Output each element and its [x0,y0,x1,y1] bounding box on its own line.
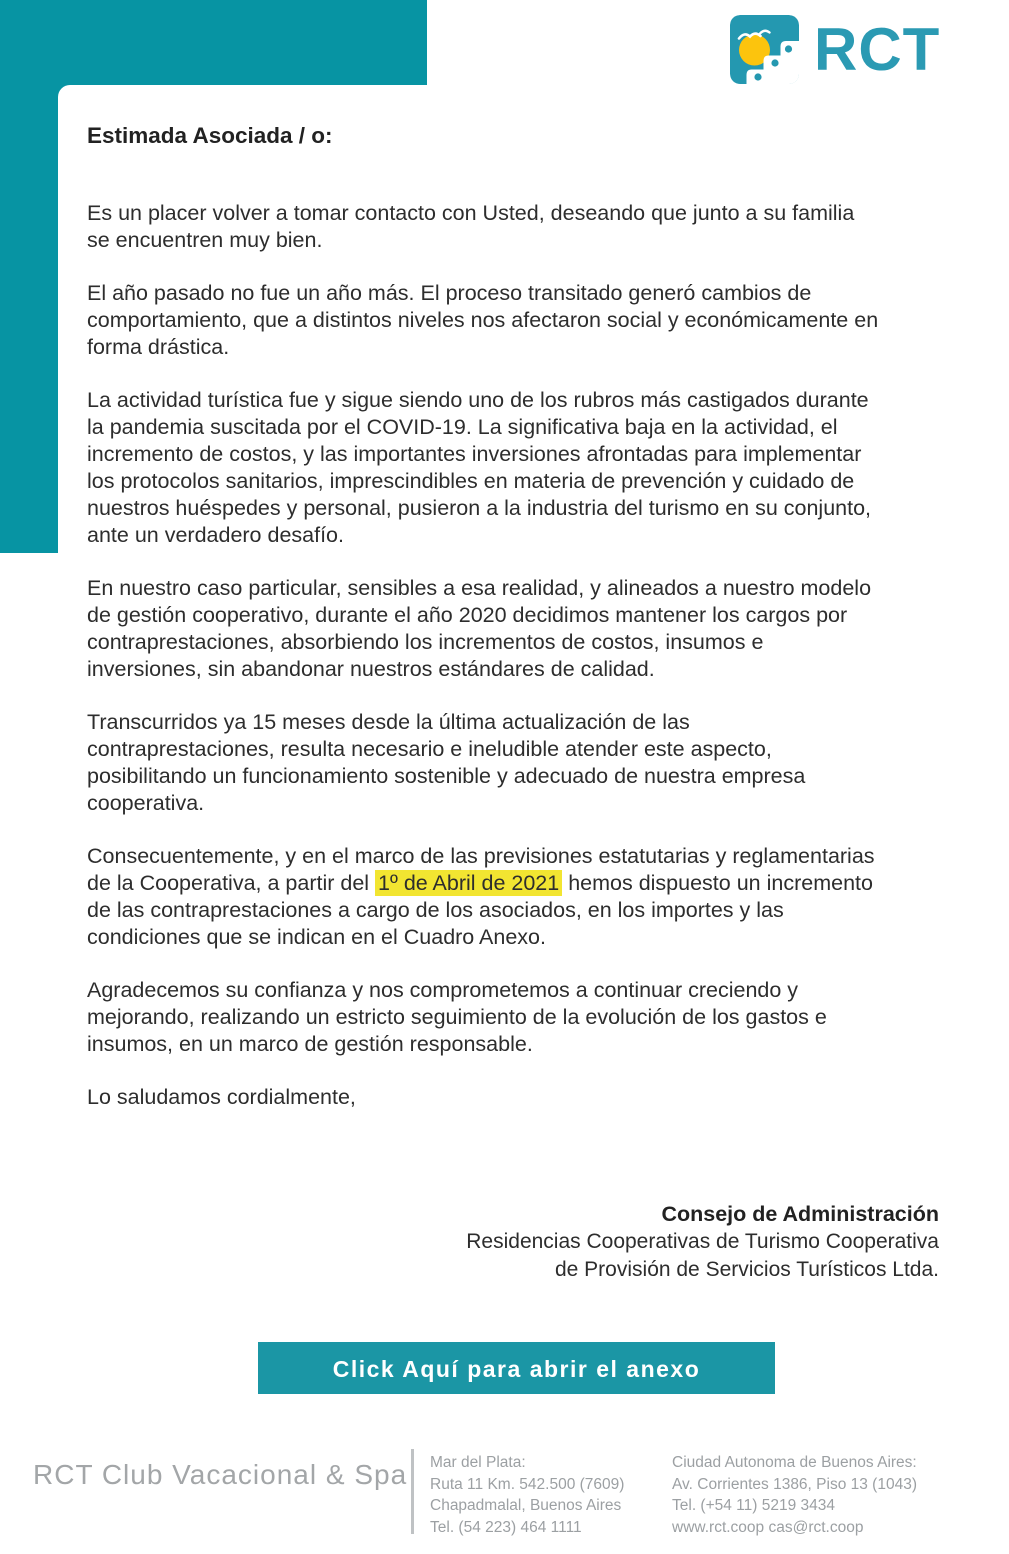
logo-wordmark: RCT [814,16,941,83]
signature-block [466,1200,939,1284]
letter-paragraph: En nuestro caso particular, sensibles a esa realidad, y alineados a nuestro modelo de gestión cooperativo, durante el año 2020 decidimos mantener los cargos por contraprestaciones, absorbiendo los incrementos de costos, insumos e inversiones, sin abandonar nuestros estándares de calidad. [87,576,872,681]
address-line: Av. Corrientes 1386, Piso 13 (1043) [672,1475,917,1493]
letter-body [87,122,879,1137]
letter-paragraph: Es un placer volver a tomar contacto con Usted, deseando que junto a su familia se encuentren muy bien. [87,201,855,252]
letter-paragraph-with-date [87,843,879,951]
letter-paragraph: Agradecemos su confianza y nos comprometemos a continuar creciendo y mejorando, realizando un estricto seguimiento de la evolución de los gastos e insumos, en un marco de gestión responsable. [87,978,827,1056]
phone-line: Tel. (54 223) 464 1111 [430,1518,582,1536]
address-line: Ruta 11 Km. 542.500 (7609) [430,1475,625,1493]
closing-line: Lo saludamos cordialmente, [87,1085,356,1109]
phone-line: Tel. (+54 11) 5219 3434 [672,1497,836,1514]
footer-location-buenos-aires [672,1452,917,1538]
letter-paragraph: Transcurridos ya 15 meses desde la última actualización de las contraprestaciones, resulta necesario e ineludible atender este aspecto, posibilitando un funcionamiento sostenible y adecuado de nuestra empresa cooperativa. [87,710,806,815]
address-line: Chapadmalal, Buenos Aires [430,1497,622,1514]
address-line: Ciudad Autonoma de Buenos Aires: [672,1454,917,1471]
open-annex-button[interactable]: Click Aquí para abrir el anexo [258,1342,775,1394]
rct-logo [730,15,940,84]
footer-brand-text: RCT Club Vacacional & Spa [33,1459,408,1490]
salutation: Estimada Asociada / o: [87,123,333,148]
address-line: Mar del Plata: [430,1454,526,1471]
rct-sun-steps-icon [730,15,799,84]
letter-paragraph: El año pasado no fue un año más. El proceso transitado generó cambios de comportamiento, que a distintos niveles nos afectaron social y económicamente en forma drástica. [87,281,879,359]
update-text-before: Consecuentemente, y en el marco de las previsiones estatutarias y reglamentarias de la Cooperativa, a partir del [87,844,875,895]
highlighted-date: 1º de Abril de 2021 [375,870,562,896]
step-dot [754,73,761,80]
footer-divider [411,1449,414,1534]
step-dot [785,45,792,52]
signature-org-line: de Provisión de Servicios Turísticos Ltda. [554,1258,939,1281]
letter-paragraph: La actividad turística fue y sigue siendo uno de los rubros más castigados durante la pandemia suscitada por el COVID-19. La significativa baja en la actividad, el incremento de costos, y las importantes inversiones afrontadas para implementar los protocolos sanitarios, imprescindibles en materia de prevención y cuidado de nuestros huéspedes y personal, pusieron a la industria del turismo en su conjunto, ante un verdadero desafío. [87,388,872,547]
footer-location-mar-del-plata [430,1452,624,1538]
step-dot [771,59,778,66]
signature-title: Consejo de Administración [661,1202,939,1226]
website-email-text[interactable]: www.rct.coop cas@rct.coop [672,1518,864,1536]
update-text-after: hemos dispuesto un incremento de las contraprestaciones a cargo de los asociados, en los importes y las condiciones que se indican en el Cuadro Anexo. [87,871,873,949]
signature-org-line: Residencias Cooperativas de Turismo Cooperativa [466,1230,939,1253]
